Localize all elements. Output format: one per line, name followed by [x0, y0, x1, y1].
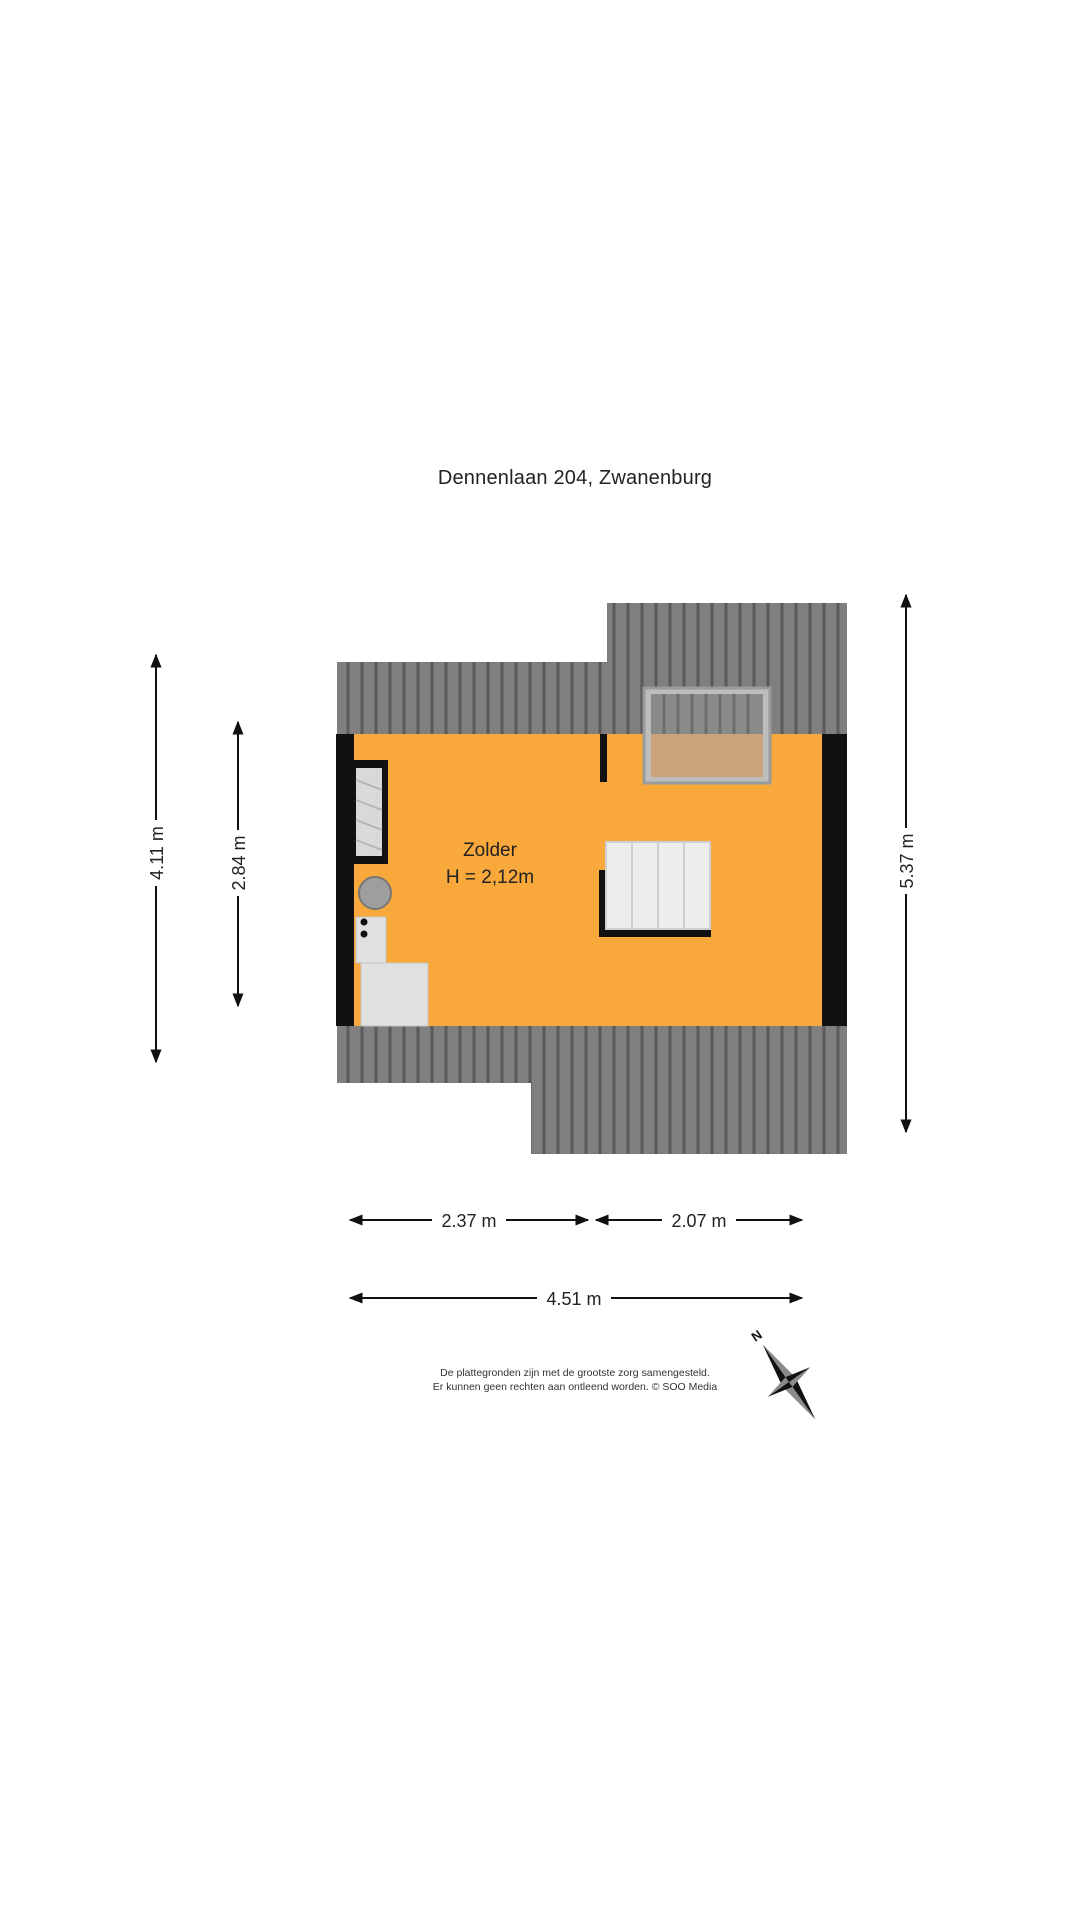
- dimension-label-bottom-right: 2.07 m: [671, 1211, 727, 1231]
- roof-top-left: [337, 662, 609, 734]
- wall-right: [822, 734, 847, 1026]
- dimension-right: [896, 595, 917, 1132]
- disclaimer: [380, 1366, 770, 1394]
- roof-bottom-right: [531, 1026, 847, 1154]
- stair-wall-bottom: [599, 929, 711, 937]
- roof-bottom-left: [337, 1026, 533, 1083]
- counter: [361, 963, 428, 1026]
- dimension-left-outer: [146, 655, 167, 1062]
- dimension-bottom-right: [596, 1208, 802, 1232]
- dimension-bottom-left: [350, 1208, 588, 1232]
- dimension-bottom-total: [350, 1286, 802, 1310]
- wall-partition: [600, 734, 607, 782]
- dimension-label-left-inner: 2.84 m: [229, 835, 249, 891]
- dimension-left-inner: [228, 722, 249, 1006]
- disclaimer-line-2: Er kunnen geen rechten aan ontleend worden. © SOO Media: [432, 1381, 718, 1393]
- washing-machine: [356, 917, 386, 963]
- dimension-label-right: 5.37 m: [897, 833, 917, 889]
- room-name: Zolder: [463, 840, 517, 861]
- staircase: [606, 842, 710, 929]
- boiler-icon: [359, 877, 391, 909]
- room-height: H = 2,12m: [445, 867, 535, 888]
- dimension-label-bottom-total: 4.51 m: [546, 1289, 602, 1309]
- dimension-label-bottom-left: 2.37 m: [441, 1211, 497, 1231]
- stair-wall-left: [599, 870, 606, 937]
- compass-north-label: N: [748, 1326, 765, 1345]
- dimension-label-left-outer: 4.11 m: [147, 826, 167, 880]
- skylight: [644, 688, 770, 783]
- disclaimer-line-1: De plattegronden zijn met de grootste zorg samengesteld.: [440, 1367, 710, 1379]
- plan-title: Dennenlaan 204, Zwanenburg: [437, 467, 713, 489]
